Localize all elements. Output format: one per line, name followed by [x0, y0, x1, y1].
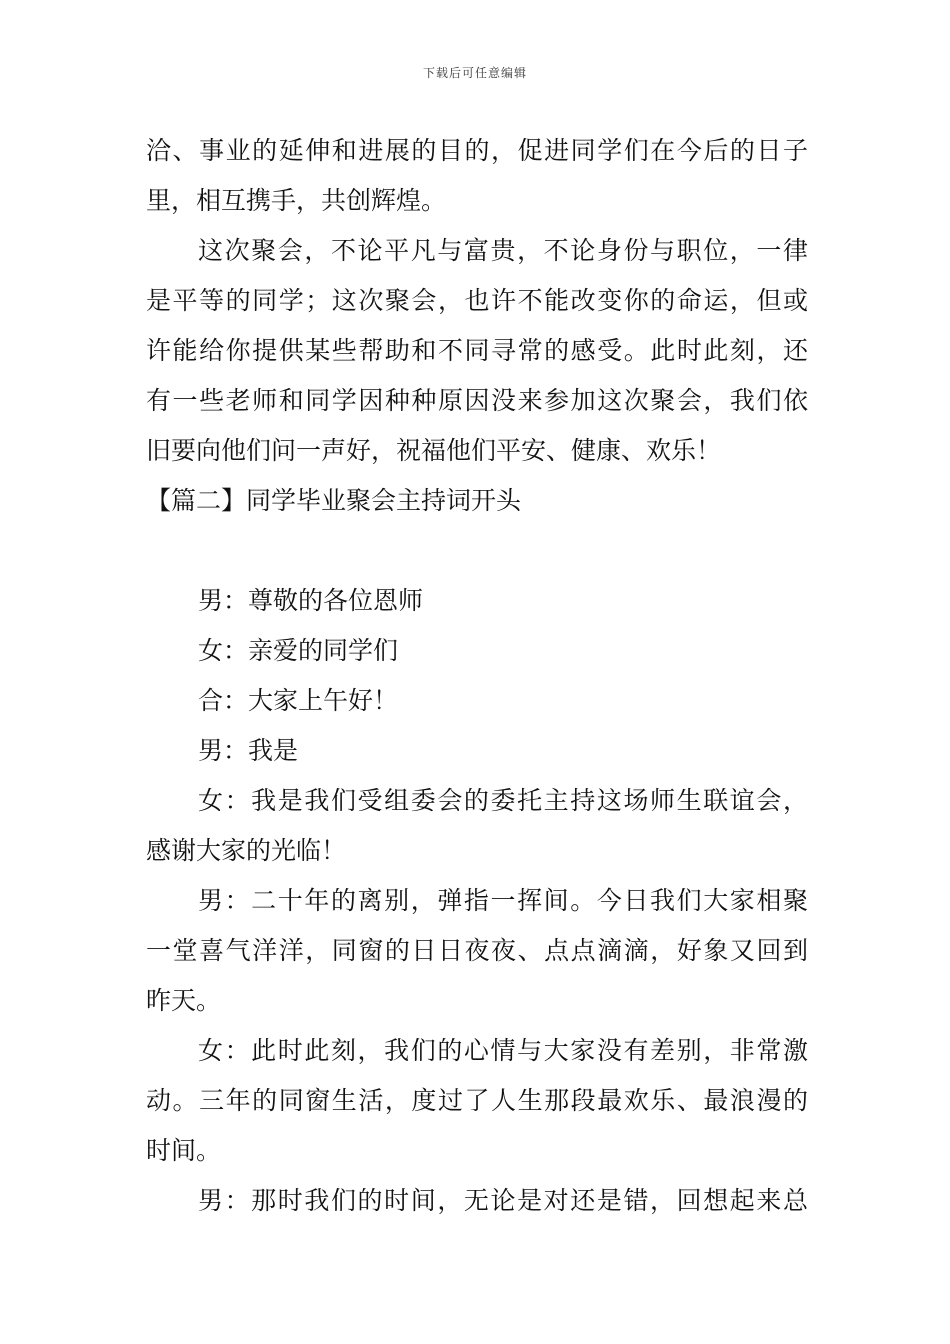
text-line: 感谢大家的光临！ — [146, 836, 347, 865]
text-line: 旧要向他们问一声好，祝福他们平安、健康、欢乐！ — [146, 436, 722, 465]
text-line: 动。三年的同窗生活，度过了人生那段最欢乐、最浪漫的 — [146, 1086, 808, 1115]
text-line: 男：我是 — [198, 736, 299, 765]
text-line: 男：二十年的离别，弹指一挥间。今日我们大家相聚 — [198, 886, 808, 915]
text-line: 时间。 — [146, 1136, 222, 1165]
text-line: 女：亲爱的同学们 — [198, 636, 399, 665]
text-line: 男：尊敬的各位恩师 — [198, 586, 424, 615]
text-line: 许能给你提供某些帮助和不同寻常的感受。此时此刻，还 — [146, 336, 808, 365]
text-line: 男：那时我们的时间，无论是对还是错，回想起来总 — [198, 1186, 808, 1215]
text-line: 这次聚会，不论平凡与富贵，不论身份与职位，一律 — [198, 236, 808, 265]
text-line: 里，相互携手，共创辉煌。 — [146, 186, 447, 215]
section-heading: 【篇二】同学毕业聚会主持词开头 — [146, 486, 522, 515]
text-line: 女：我是我们受组委会的委托主持这场师生联谊会， — [198, 786, 808, 815]
blank-line — [146, 526, 808, 576]
text-line: 洽、事业的延伸和进展的目的，促进同学们在今后的日子 — [146, 136, 808, 165]
text-line: 合：大家上午好！ — [198, 686, 399, 715]
text-line: 有一些老师和同学因种种原因没来参加这次聚会，我们依 — [146, 386, 808, 415]
page-header: 下载后可任意编辑 — [422, 66, 527, 80]
text-line: 是平等的同学；这次聚会，也许不能改变你的命运，但或 — [146, 286, 808, 315]
document-body — [146, 126, 808, 1226]
text-line: 一堂喜气洋洋，同窗的日日夜夜、点点滴滴，好象又回到 — [146, 936, 808, 965]
text-line: 昨天。 — [146, 986, 222, 1015]
text-line: 女：此时此刻，我们的心情与大家没有差别，非常激 — [198, 1036, 808, 1065]
